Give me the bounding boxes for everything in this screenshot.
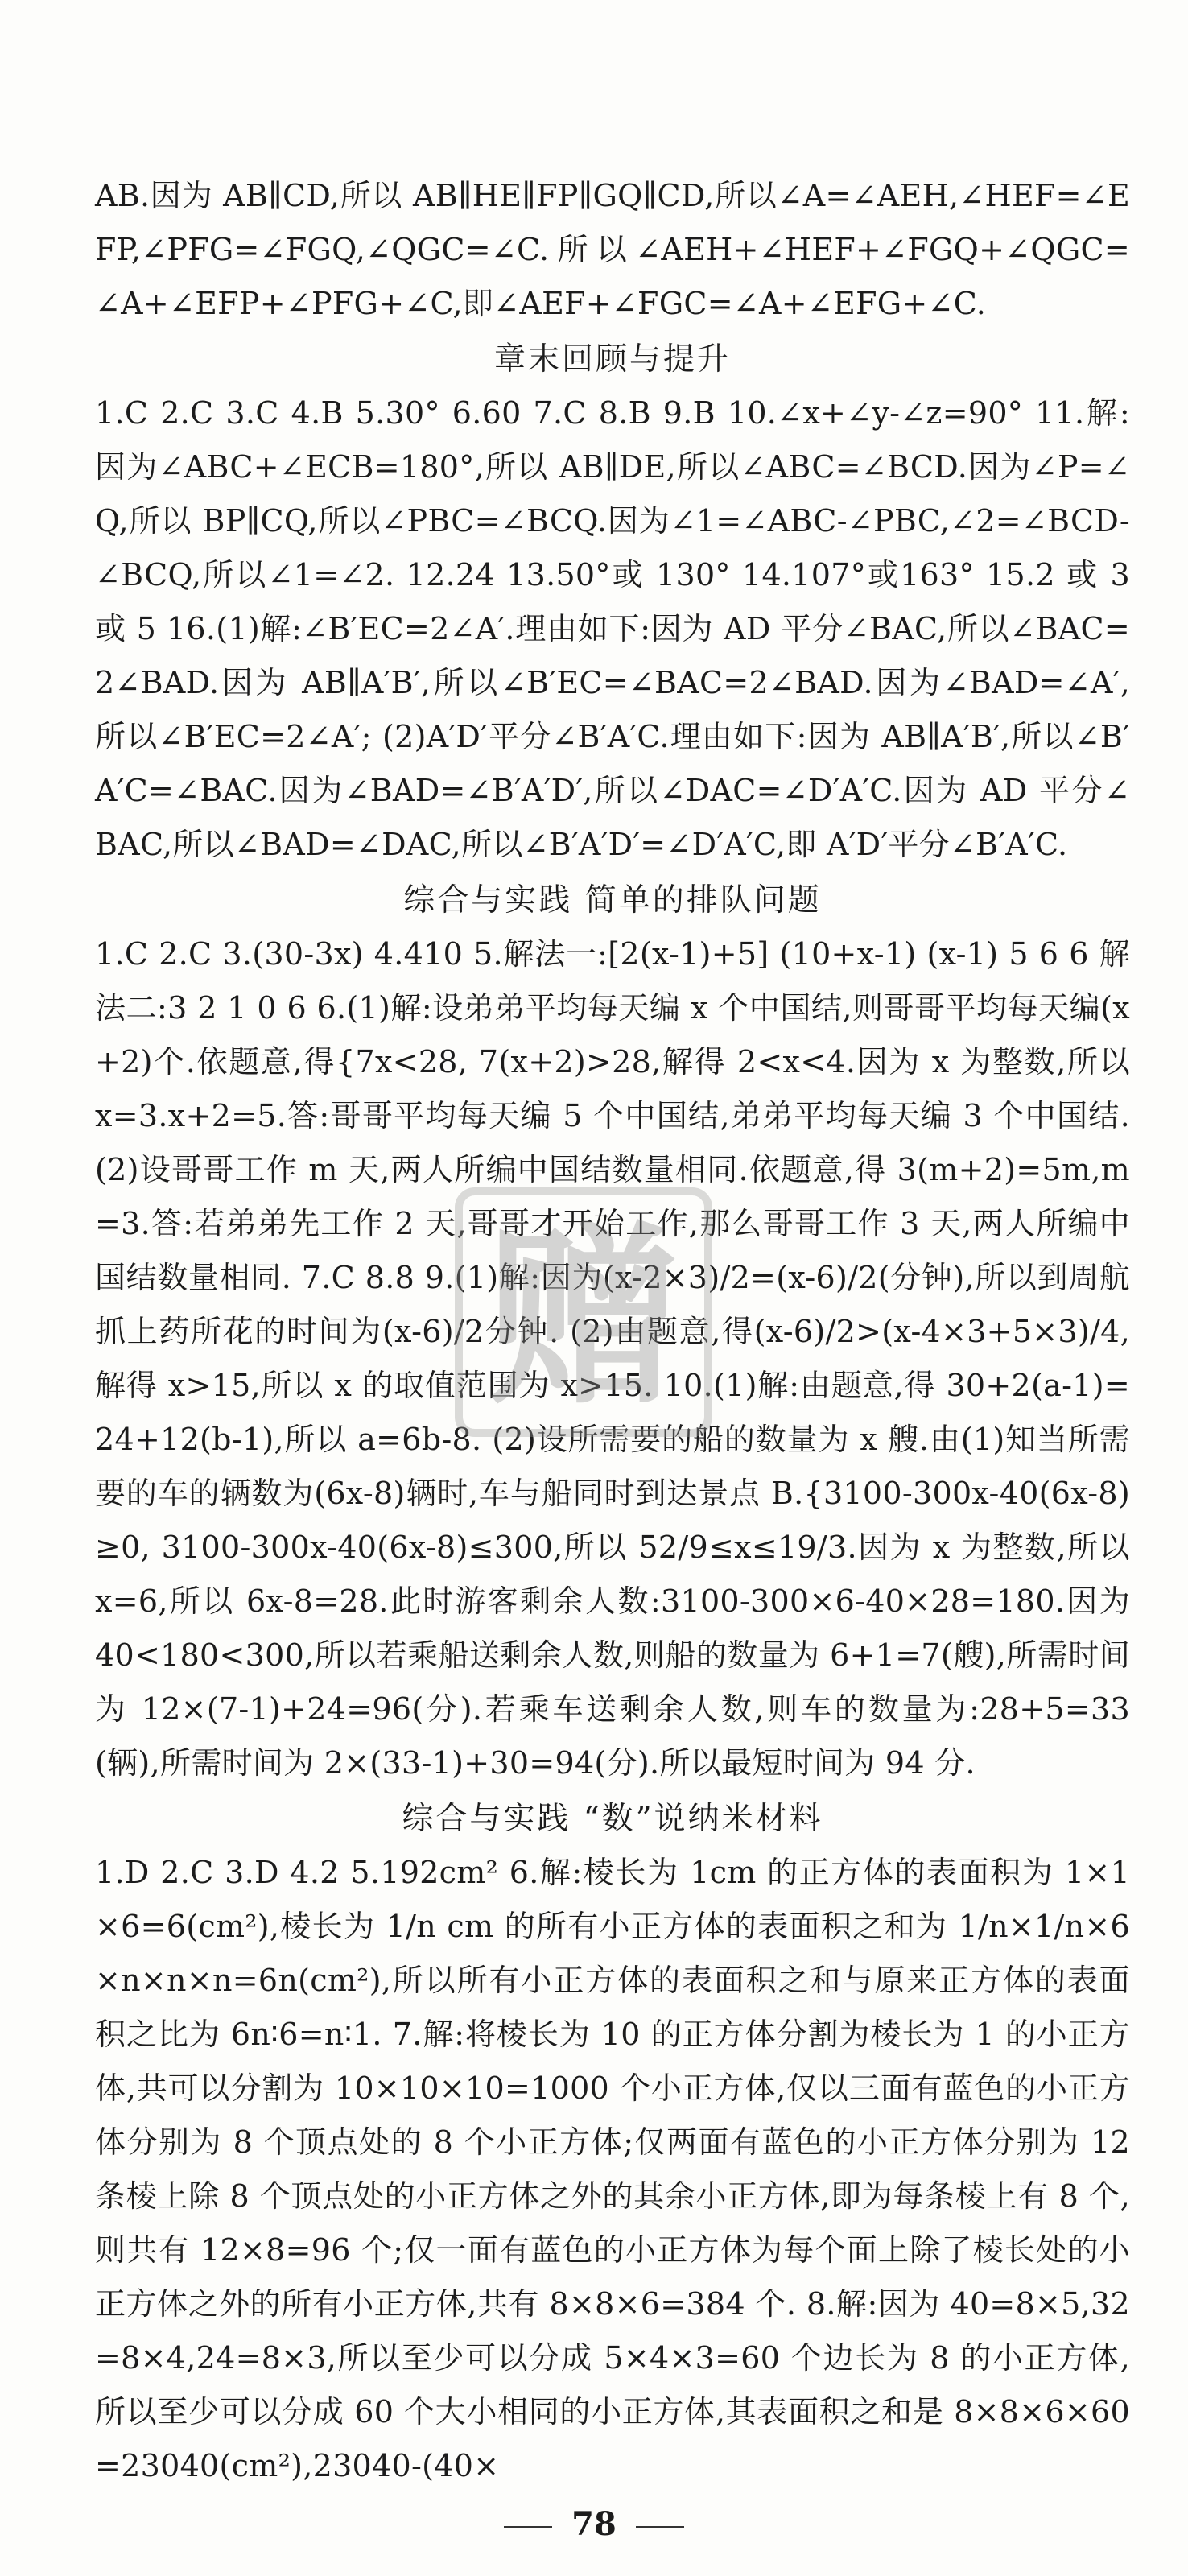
- page-number: 78: [571, 2505, 617, 2543]
- page-number-footer: [0, 2505, 1188, 2543]
- footer-right-dash: [636, 2526, 684, 2528]
- chapter-review-answers: 1.C 2.C 3.C 4.B 5.30° 6.60 7.C 8.B 9.B 10.∠x+∠y-∠z=90° 11.解:因为∠ABC+∠ECB=180°,所以 AB∥DE,所以∠ABC=∠BCD.因为∠P=∠Q,所以 BP∥CQ,所以∠PBC=∠BCQ.因为∠1=∠ABC-∠PBC,∠2=∠BCD-∠BCQ,所以∠1=∠2. 12.24 13.50°或 130° 14.107°或163° 15.2 或 3 或 5 16.(1)解:∠B′EC=2∠A′.理由如下:因为 AD 平分∠BAC,所以∠BAC=2∠BAD.因为 AB∥A′B′,所以∠B′EC=∠BAC=2∠BAD.因为∠BAD=∠A′,所以∠B′EC=2∠A′; (2)A′D′平分∠B′A′C.理由如下:因为 AB∥A′B′,所以∠B′A′C=∠BAC.因为∠BAD=∠B′A′D′,所以∠DAC=∠D′A′C.因为 AD 平分∠BAC,所以∠BAD=∠DAC,所以∠B′A′D′=∠D′A′C,即 A′D′平分∠B′A′C.: [95, 395, 1130, 862]
- section-title-nano-material: 综合与实践 “数”说纳米材料: [402, 1801, 823, 1837]
- watermark-character: 赠: [486, 1205, 681, 1430]
- nano-material-answers: 1.D 2.C 3.D 4.2 5.192cm² 6.解:棱长为 1cm 的正方体的表面积为 1×1×6=6(cm²),棱长为 1/n cm 的所有小正方体的表面积之和为 1/n×1/n×6×n×n×n=6n(cm²),所以所有小正方体的表面积之和与原来正方体的表面积之比为 6n∶6=n∶1. 7.解:将棱长为 10 的正方体分割为棱长为 1 的小正方体,共可以分割为 10×10×10=1000 个小正方体,仅以三面有蓝色的小正方体分别为 8 个顶点处的 8 个小正方体;仅两面有蓝色的小正方体分别为 12 条棱上除 8 个顶点处的小正方体之外的其余小正方体,即为每条棱上有 8 个,则共有 12×8=96 个;仅一面有蓝色的小正方体为每个面上除了棱长处的小正方体之外的所有小正方体,共有 8×8×6=384 个. 8.解:因为 40=8×5,32=8×4,24=8×3,所以至少可以分成 5×4×3=60 个边长为 8 的小正方体,所以至少可以分成 60 个大小相同的小正方体,其表面积之和是 8×8×6×60=23040(cm²),23040-(40×: [95, 1855, 1130, 2483]
- section-title-chapter-review: 章末回顾与提升: [493, 341, 731, 378]
- section-title-queue-problem: 综合与实践 简单的排队问题: [403, 882, 822, 919]
- queue-problem-answers: 1.C 2.C 3.(30-3x) 4.410 5.解法一:[2(x-1)+5] (10+x-1) (x-1) 5 6 6 解法二:3 2 1 0 6 6.(1)解:设弟弟平均每天编 x 个中国结,则哥哥平均每天编(x+2)个.依题意,得{7x<28, 7(x+2)>28,解得 2<x<4.因为 x 为整数,所以 x=3.x+2=5.答:哥哥平均每天编 5 个中国结,弟弟平均每天编 3 个中国结. (2)设哥哥工作 m 天,两人所编中国结数量相同.依题意,得 3(m+2)=5m,m=3.答:若弟弟先工作 2 天,哥哥才开始工作,那么哥哥工作 3 天,两人所编中国结数量相同. 7.C 8.8 9.(1)解:因为(x-2×3)/2=(x-6)/2(分钟),所以到周航抓上药所花的时间为(x-6)/2分钟. (2)由题意,得(x-6)/2>(x-4×3+5×3)/4,解得 x>15,所以 x 的取值范围为 x>15. 10.(1)解:由题意,得 30+2(a-1)=24+12(b-1),所以 a=6b-8. (2)设所需要的船的数量为 x 艘.由(1)知当所需要的车的辆数为(6x-8)辆时,车与船同时到达景点 B.{3100-300x-40(6x-8)≥0, 3100-300x-40(6x-8)≤300,所以 52/9≤x≤19/3.因为 x 为整数,所以 x=6,所以 6x-8=28.此时游客剩余人数:3100-300×6-40×28=180.因为 40<180<300,所以若乘船送剩余人数,则船的数量为 6+1=7(艘),所需时间为 12×(7-1)+24=96(分).若乘车送剩余人数,则车的数量为:28+5=33(辆),所需时间为 2×(33-1)+30=94(分).所以最短时间为 94 分.: [95, 936, 1130, 1781]
- intro-paragraph: AB.因为 AB∥CD,所以 AB∥HE∥FP∥GQ∥CD,所以∠A=∠AEH,∠HEF=∠EFP,∠PFG=∠FGQ,∠QGC=∠C.所以∠AEH+∠HEF+∠FGQ+∠QGC=∠A+∠EFP+∠PFG+∠C,即∠AEF+∠FGC=∠A+∠EFG+∠C.: [95, 178, 1130, 321]
- footer-left-dash: [504, 2526, 552, 2528]
